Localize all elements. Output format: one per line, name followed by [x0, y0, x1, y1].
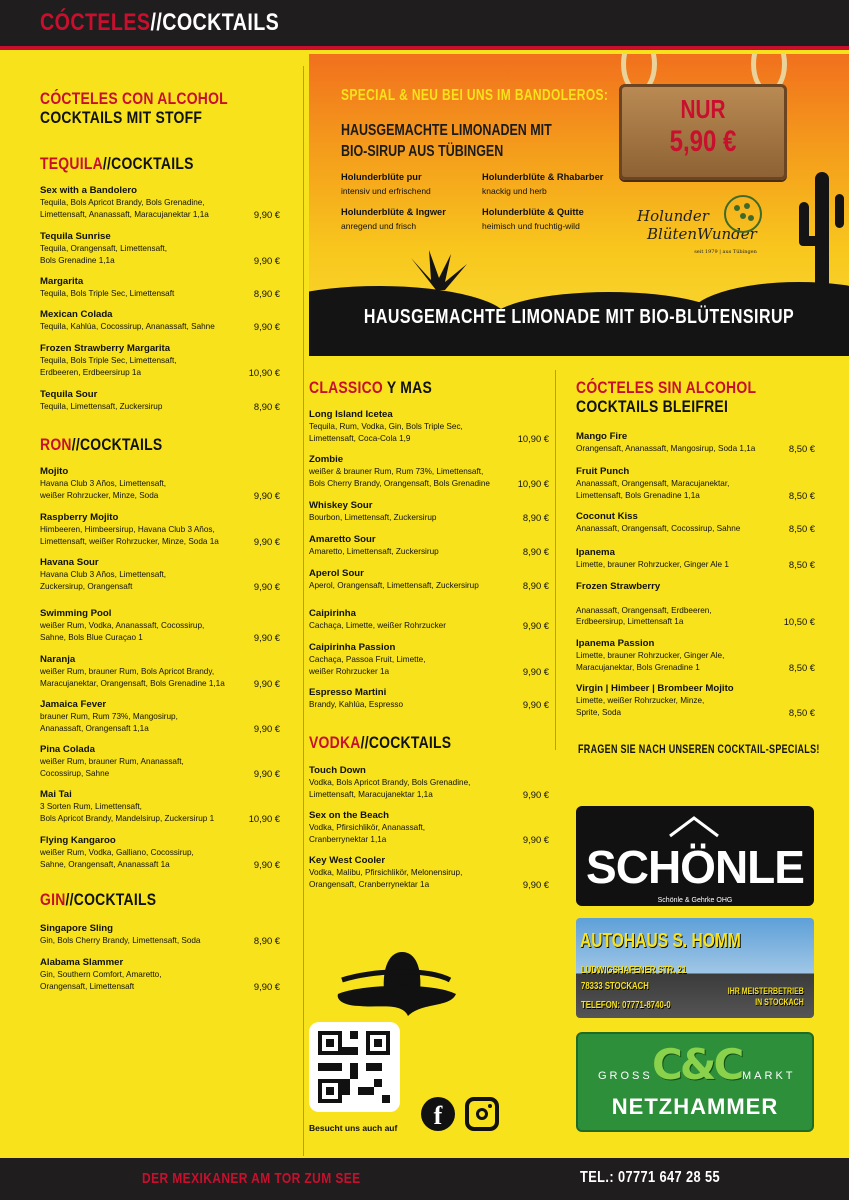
menu-item-description: Limettensaft, Ananassaft, Maracujanektar 1,1a — [40, 209, 209, 219]
menu-item-price: 8,90 € — [253, 935, 280, 946]
menu-item — [309, 607, 549, 632]
agave-icon — [401, 250, 471, 290]
menu-item-name: Aperol Sour — [309, 568, 364, 579]
menu-item-description: Aperol, Orangensaft, Limettensaft, Zuckersirup — [309, 581, 479, 590]
menu-item-description: Limette, brauner Rohrzucker, Ginger Ale 1 — [576, 560, 729, 569]
footer-phone[interactable]: TEL.: 07771 647 28 55 — [580, 1169, 721, 1186]
menu-item-description: Vodka, Pfirsichlikör, Ananassaft, — [309, 823, 426, 832]
menu-item-description: Orangensaft, Cranberrynektar 1a — [309, 879, 430, 889]
menu-item-description: Brandy, Kahlúa, Espresso — [309, 700, 404, 709]
menu-item-name: Mango Fire — [576, 431, 628, 442]
menu-item — [40, 834, 280, 870]
menu-item-description: Himbeeren, Himbeersirup, Havana Club 3 Años, — [40, 525, 215, 534]
limo-item: Holunderblüte & Quitte heimisch und fruchtig-wild — [482, 207, 584, 231]
menu-item-description: weißer Rohrzucker 1a — [309, 666, 390, 676]
ad-netzhammer: GROSS C&C MARKT NETZHAMMER — [576, 1032, 814, 1132]
menu-item — [309, 453, 549, 489]
menu-item-name: Havana Sour — [40, 557, 99, 568]
menu-item-name: Amaretto Sour — [309, 534, 376, 545]
menu-item-name: Coconut Kiss — [576, 511, 638, 522]
menu-item — [309, 764, 549, 800]
limo-item: Holunderblüte & Rhabarber knackig und herb — [482, 172, 604, 196]
menu-item-name: Frozen Strawberry — [576, 581, 661, 592]
menu-item — [40, 184, 280, 220]
menu-item — [309, 567, 549, 592]
menu-item-price: 9,90 € — [522, 878, 549, 890]
menu-item — [576, 430, 815, 455]
menu-item — [576, 580, 815, 628]
header-bar — [0, 0, 849, 50]
page-title: CÓCTELES//COCKTAILS — [40, 9, 280, 36]
menu-item-description: Maracujanektar, Orangensaft, Bols Grenadine 1,1a — [40, 678, 225, 688]
section-vodka-heading: VODKA//COCKTAILS — [309, 733, 452, 752]
menu-item-name: Swimming Pool — [40, 608, 112, 619]
menu-item-description: Tequila, Kahlúa, Cocossirup, Ananassaft, Sahne — [40, 322, 215, 331]
menu-item — [40, 922, 280, 947]
menu-item-description: Orangensaft, Ananassaft, Mangosirup, Soda 1,1a — [576, 444, 756, 453]
menu-item-description: Bourbon, Limettensaft, Zuckersirup — [309, 513, 437, 522]
menu-item-description: weißer Rum, brauner Rum, Bols Apricot Brandy, — [40, 667, 215, 676]
elderflower-icon — [721, 192, 765, 236]
menu-item-description: Gin, Southern Comfort, Amaretto, — [40, 970, 162, 979]
menu-item-description: Sprite, Soda — [576, 707, 622, 717]
menu-item — [40, 275, 280, 300]
menu-item-description: Bols Grenadine 1,1a — [40, 255, 115, 265]
menu-item-name: Naranja — [40, 654, 76, 665]
menu-item-name: Tequila Sour — [40, 389, 98, 400]
menu-item — [40, 511, 280, 547]
menu-item-price: 9,90 € — [522, 620, 549, 631]
menu-item-description: brauner Rum, Rum 73%, Mangosirup, — [40, 712, 178, 721]
section-tequila-heading: TEQUILA//COCKTAILS — [40, 154, 194, 173]
menu-item — [40, 788, 280, 824]
menu-item-price: 9,90 € — [522, 665, 549, 677]
menu-item-description: Bols Cherry Brandy, Orangensaft, Bols Grenadine — [309, 478, 490, 488]
menu-item — [40, 342, 280, 378]
menu-item-description: Tequila, Orangensaft, Limettensaft, — [40, 244, 167, 253]
menu-item-description: Erdbeeren, Erdbeersirup 1a — [40, 367, 142, 377]
menu-item — [40, 308, 280, 333]
menu-item-description: Cachaça, Limette, weißer Rohrzucker — [309, 621, 446, 630]
column-divider — [555, 370, 556, 750]
menu-item-name: Mai Tai — [40, 789, 72, 800]
menu-item-price: 8,90 € — [253, 288, 280, 299]
menu-item-price: 8,50 € — [788, 523, 815, 534]
menu-item-price: 9,90 € — [253, 535, 280, 547]
menu-item-price: 8,90 € — [522, 546, 549, 557]
menu-item-description: Cocossirup, Sahne — [40, 768, 110, 778]
menu-item — [576, 682, 815, 718]
section-ron-heading: RON//COCKTAILS — [40, 435, 163, 454]
menu-item-price: 8,90 € — [522, 512, 549, 523]
section-alcohol-heading: CÓCTELES CON ALCOHOL COCKTAILS MIT STOFF — [40, 89, 228, 127]
menu-item-name: Whiskey Sour — [309, 500, 373, 511]
menu-item-name: Touch Down — [309, 765, 366, 776]
menu-item-description: Maracujanektar, Bols Grenadine 1 — [576, 662, 700, 672]
menu-item — [40, 607, 280, 643]
menu-item-description: Bols Apricot Brandy, Mandelsirup, Zuckersirup 1 — [40, 813, 215, 823]
menu-item-price: 9,90 € — [253, 254, 280, 266]
menu-item-price: 9,90 € — [522, 788, 549, 800]
menu-item-description: Limettensaft, weißer Rohrzucker, Minze, Soda 1a — [40, 536, 219, 546]
ad-schoenle: SCHÖNLE Schönle & Gehrke OHG — [576, 806, 814, 906]
footer-slogan: DER MEXIKANER AM TOR ZUM SEE — [142, 1170, 361, 1187]
menu-item — [40, 653, 280, 689]
menu-item-name: Sex with a Bandolero — [40, 185, 138, 196]
menu-item-price: 8,50 € — [788, 661, 815, 673]
menu-item-name: Virgin | Himbeer | Brombeer Mojito — [576, 683, 734, 694]
menu-item-description: Havana Club 3 Años, Limettensaft, — [40, 570, 167, 579]
menu-item-name: Jamaica Fever — [40, 699, 107, 710]
menu-item-name: Singapore Sling — [40, 923, 114, 934]
menu-item — [40, 465, 280, 501]
holunder-logo: Holunder BlütenWunder seit 1979 | aus Tübingen — [637, 207, 757, 255]
menu-item-description: Cachaça, Passoa Fruit, Limette, — [309, 655, 426, 664]
menu-item-price: 8,90 € — [522, 580, 549, 591]
menu-item-price: 9,90 € — [522, 699, 549, 710]
menu-item-name: Mexican Colada — [40, 309, 113, 320]
menu-item — [576, 546, 815, 571]
menu-item-name: Key West Cooler — [309, 855, 386, 866]
menu-item-name: Mojito — [40, 466, 69, 477]
menu-item-name: Tequila Sunrise — [40, 231, 111, 242]
menu-item-name: Sex on the Beach — [309, 810, 389, 821]
menu-item-price: 9,90 € — [253, 980, 280, 992]
menu-item-price: 10,90 € — [248, 812, 280, 824]
menu-item — [40, 956, 280, 992]
sombrero-icon — [332, 946, 462, 1024]
menu-item-description: Limettensaft, Coca-Cola 1,9 — [309, 433, 411, 443]
price-sign: NUR 5,90 € — [619, 84, 787, 180]
menu-item-description: Ananassaft, Orangensaft, Erdbeeren, — [576, 605, 712, 615]
menu-item-name: Raspberry Mojito — [40, 512, 119, 523]
menu-item-price: 10,90 € — [517, 432, 549, 444]
menu-item — [40, 230, 280, 266]
menu-item — [40, 388, 280, 413]
menu-item-name: Ipanema — [576, 547, 615, 558]
menu-item-price: 9,90 € — [253, 767, 280, 779]
social-caption: Besucht uns auch auf — [309, 1123, 398, 1133]
menu-item-price: 9,90 € — [253, 677, 280, 689]
section-clasico-heading: CLASSICO Y MAS — [309, 378, 432, 397]
menu-item-description: Zuckersirup, Orangensaft — [40, 581, 133, 591]
menu-item-description: Tequila, Limettensaft, Zuckersirup — [40, 402, 163, 411]
menu-item-description: Gin, Bols Cherry Brandy, Limettensaft, Soda — [40, 936, 201, 945]
lemonade-banner — [309, 54, 849, 356]
menu-item — [40, 556, 280, 592]
menu-item-description: weißer Rum, brauner Rum, Ananassaft, — [40, 757, 184, 766]
menu-item-description: Amaretto, Limettensaft, Zuckersirup — [309, 547, 439, 556]
menu-item-price: 9,90 € — [253, 208, 280, 220]
menu-item — [309, 499, 549, 524]
menu-item-description: Ananassaft, Orangensaft 1,1a — [40, 723, 149, 733]
menu-item-description: Limette, weißer Rohrzucker, Minze, — [576, 696, 705, 705]
instagram-icon[interactable] — [465, 1097, 499, 1131]
menu-item — [40, 698, 280, 734]
menu-item-name: Margarita — [40, 276, 84, 287]
qr-code[interactable] — [309, 1022, 400, 1112]
menu-item-name: Alabama Slammer — [40, 957, 124, 968]
menu-item — [309, 408, 549, 444]
specials-note: FRAGEN SIE NACH UNSEREN COCKTAIL-SPECIALS! — [578, 744, 820, 756]
menu-item-description: Sahne, Orangensaft, Ananassaft 1a — [40, 859, 170, 869]
footer-bar — [0, 1158, 849, 1200]
menu-item-description: Cranberrynektar 1,1a — [309, 834, 387, 844]
menu-item-description: Sahne, Bols Blue Curaçao 1 — [40, 632, 143, 642]
menu-item-description: weißer & brauner Rum, Rum 73%, Limettensaft, — [309, 467, 484, 476]
menu-item-price: 10,90 € — [248, 366, 280, 378]
menu-item-description: Orangensaft, Limettensaft — [40, 981, 135, 991]
menu-item-price: 9,90 € — [253, 321, 280, 332]
menu-item-price: 9,90 € — [253, 489, 280, 501]
section-sin-alcohol-heading: CÓCTELES SIN ALCOHOL COCKTAILS BLEIFREI — [576, 378, 757, 416]
menu-item-description: Limette, brauner Rohrzucker, Ginger Ale, — [576, 651, 725, 660]
menu-item-description: Limettensaft, Maracujanektar 1,1a — [309, 789, 433, 799]
menu-item — [576, 510, 815, 535]
menu-item-price: 9,90 € — [253, 580, 280, 592]
menu-item-price: 9,90 € — [253, 722, 280, 734]
menu-item-description: Vodka, Bols Apricot Brandy, Bols Grenadine, — [309, 778, 471, 787]
menu-item-description: Tequila, Bols Apricot Brandy, Bols Grenadine, — [40, 198, 205, 207]
limo-item: Holunderblüte pur intensiv und erfrischend — [341, 172, 431, 196]
qr-code-icon — [318, 1031, 390, 1103]
menu-item-name: Ipanema Passion — [576, 638, 655, 649]
column-divider — [303, 66, 304, 1156]
menu-item-price: 9,90 € — [253, 631, 280, 643]
menu-item — [309, 641, 549, 677]
facebook-icon[interactable]: f — [421, 1097, 455, 1131]
menu-item-price: 10,90 € — [517, 477, 549, 489]
menu-item-price: 8,50 € — [788, 559, 815, 570]
menu-item-price: 9,90 € — [522, 833, 549, 845]
menu-item-name: Fruit Punch — [576, 466, 630, 477]
menu-item-description — [576, 593, 815, 605]
menu-item-description: 3 Sorten Rum, Limettensaft, — [40, 802, 142, 811]
menu-item — [309, 686, 549, 711]
menu-item — [576, 637, 815, 673]
cc-logo: C&C — [652, 1040, 742, 1089]
banner-footer: HAUSGEMACHTE LIMONADE MIT BIO-BLÜTENSIRUP — [363, 306, 795, 328]
menu-item-price: 8,50 € — [788, 443, 815, 454]
menu-item-name: Caipirinha — [309, 608, 356, 619]
roof-icon — [664, 812, 724, 838]
menu-item-description: Vodka, Malibu, Pfirsichlikör, Melonensirup, — [309, 868, 463, 877]
menu-item — [40, 743, 280, 779]
menu-item — [309, 809, 549, 845]
menu-item-price: 10,50 € — [783, 616, 815, 627]
menu-item-description: Erdbeersirup, Limettensaft 1a — [576, 617, 684, 626]
menu-item-description: weißer Rum, Vodka, Galliano, Cocossirup, — [40, 848, 194, 857]
banner-subheadline: HAUSGEMACHTE LIMONADEN MIT BIO-SIRUP AUS TÜBINGEN — [341, 122, 552, 160]
menu-item-price: 8,50 € — [788, 706, 815, 718]
ad-autohaus: AUTOHAUS S. HOMM LUDWIGSHAFENER STR. 21 78333 STOCKACH TELEFON: 07771-8740-0 IHR MEISTERBETRIEB IN STOCKACH — [576, 918, 814, 1018]
menu-item-name: Zombie — [309, 454, 344, 465]
menu-item-name: Espresso Martini — [309, 687, 387, 698]
limo-item: Holunderblüte & Ingwer anregend und frisch — [341, 207, 446, 231]
menu-item-name: Frozen Strawberry Margarita — [40, 343, 171, 354]
menu-item-description: Ananassaft, Orangensaft, Cocossirup, Sahne — [576, 524, 741, 533]
menu-item — [576, 465, 815, 501]
menu-item-description: Tequila, Bols Triple Sec, Limettensaft — [40, 289, 175, 298]
menu-item-description: weißer Rum, Vodka, Ananassaft, Cocossirup, — [40, 621, 205, 630]
menu-item-description: Limettensaft, Bols Grenadine 1,1a — [576, 490, 700, 500]
menu-item-price: 9,90 € — [253, 858, 280, 870]
menu-item-name: Long Island Icetea — [309, 409, 393, 420]
menu-item-price: 8,90 € — [253, 401, 280, 412]
menu-item — [309, 854, 549, 890]
menu-item-price: 8,50 € — [788, 489, 815, 501]
banner-headline: SPECIAL & NEU BEI UNS IM BANDOLEROS: — [341, 87, 609, 104]
menu-item-name: Flying Kangaroo — [40, 835, 116, 846]
menu-item-name: Caipirinha Passion — [309, 642, 396, 653]
section-gin-heading: GIN//COCKTAILS — [40, 890, 157, 909]
menu-item — [309, 533, 549, 558]
menu-item-name: Pina Colada — [40, 744, 95, 755]
menu-item-description: Ananassaft, Orangensaft, Maracujanektar, — [576, 479, 730, 488]
menu-item-description: Havana Club 3 Años, Limettensaft, — [40, 479, 167, 488]
menu-item-description: Tequila, Bols Triple Sec, Limettensaft, — [40, 356, 177, 365]
menu-item-description: Tequila, Rum, Vodka, Gin, Bols Triple Sec, — [309, 422, 463, 431]
menu-item-description: weißer Rohrzucker, Minze, Soda — [40, 490, 159, 500]
